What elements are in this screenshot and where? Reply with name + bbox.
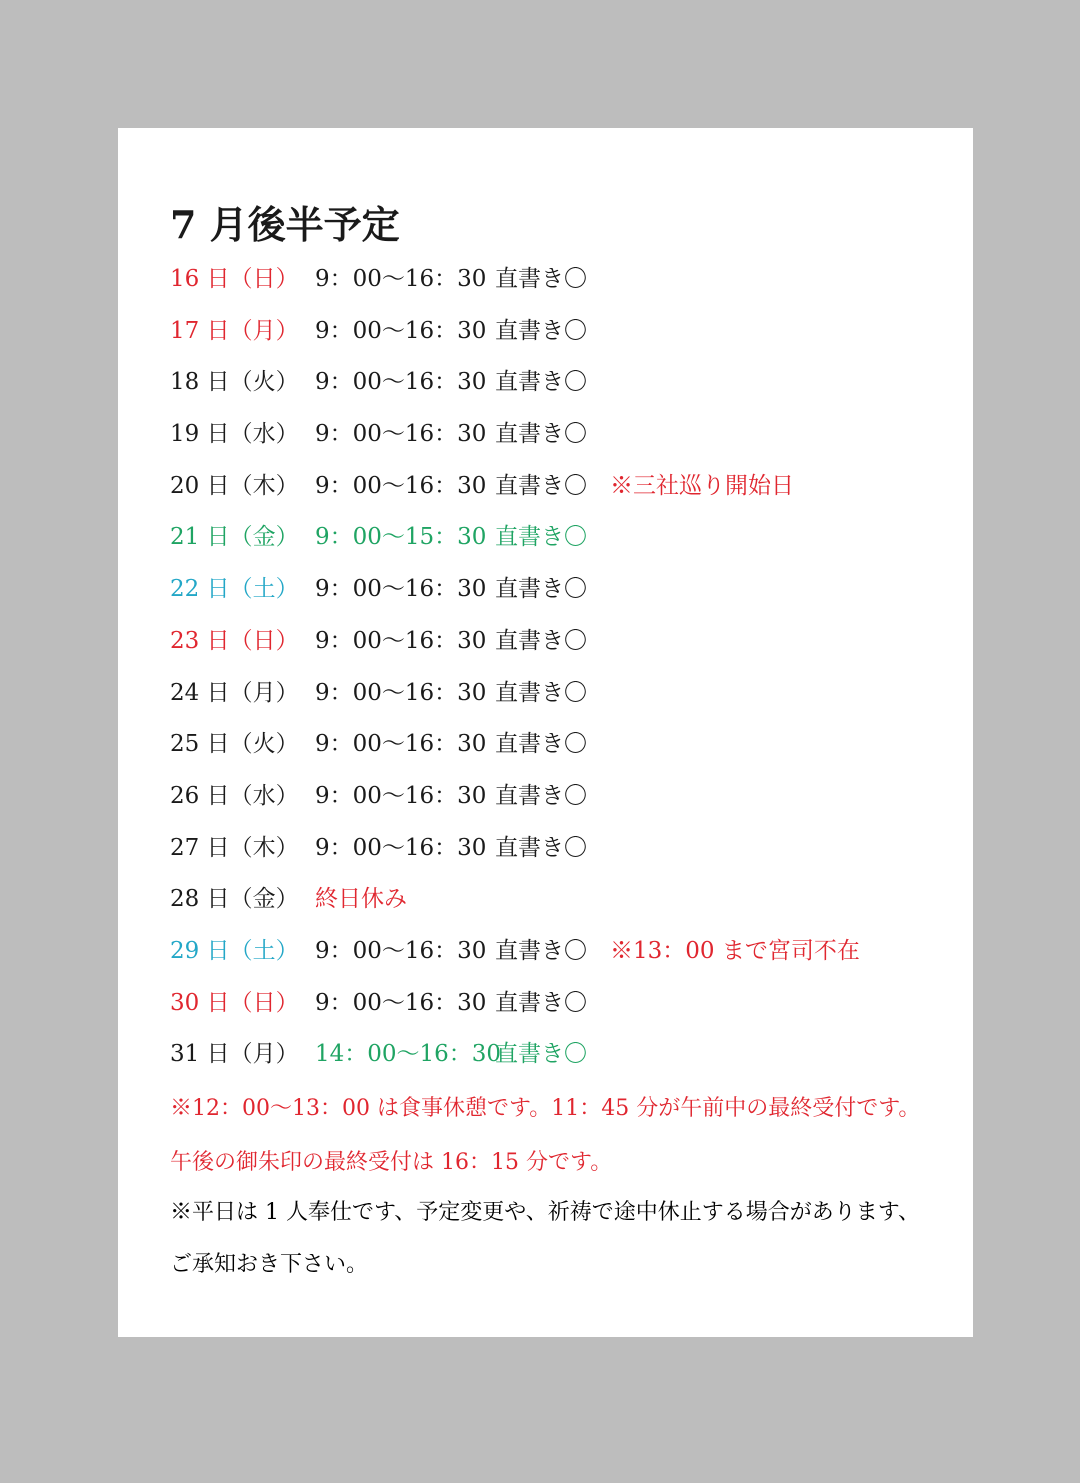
page-title: 7 月後半予定 [170,202,400,247]
schedule-hours: 9：00～16：30 [315,679,487,706]
schedule-status: 直書き〇 [495,1041,587,1068]
schedule-date: 30 日（日） [170,989,299,1016]
schedule-hours: 9：00～16：30 [315,266,487,292]
note-line: ※平日は 1 人奉仕です、予定変更や、祈祷で途中休止する場合があります、 [170,1200,921,1225]
schedule-hours: 9：00～16：30 [315,421,487,448]
schedule-date: 24 日（月） [170,679,299,706]
schedule-date: 16 日（日） [170,266,299,292]
note-line: 午後の御朱印の最終受付は 16：15 分です。 [170,1150,613,1175]
schedule-hours: 9：00～15：30 [315,524,487,551]
schedule-hours: 9：00～16：30 [315,369,487,396]
schedule-hours: 9：00～16：30 [315,731,487,758]
schedule-date: 17 日（月） [170,317,299,344]
schedule-note: ※13：00 まで宮司不在 [610,937,860,964]
schedule-status: 直書き〇 [495,369,587,396]
schedule-status: 直書き〇 [495,937,587,964]
schedule-hours: 9：00～16：30 [315,937,487,964]
document-page [118,128,973,1337]
schedule-date: 26 日（水） [170,782,299,809]
schedule-date: 18 日（火） [170,369,299,396]
schedule-hours: 9：00～16：30 [315,576,487,603]
schedule-status: 直書き〇 [495,472,587,499]
schedule-status: 直書き〇 [495,317,587,344]
schedule-status: 直書き〇 [495,989,587,1016]
schedule-hours: 9：00～16：30 [315,317,487,344]
schedule-status: 直書き〇 [495,266,587,292]
schedule-date: 31 日（月） [170,1041,299,1068]
schedule-hours: 9：00～16：30 [315,834,487,861]
schedule-date: 20 日（木） [170,472,299,499]
schedule-hours: 9：00～16：30 [315,472,487,499]
schedule-date: 19 日（水） [170,421,299,448]
note-line: ご承知おき下さい。 [170,1252,369,1277]
schedule-status: 直書き〇 [495,524,587,551]
schedule-date: 22 日（土） [170,576,299,603]
schedule-date: 21 日（金） [170,524,299,551]
schedule-status: 直書き〇 [495,627,587,654]
schedule-hours: 14：00～16：30 [315,1041,502,1068]
schedule-status: 直書き〇 [495,421,587,448]
schedule-date: 25 日（火） [170,731,299,758]
schedule-hours: 終日休み [315,886,407,913]
schedule-status: 直書き〇 [495,679,587,706]
schedule-status: 直書き〇 [495,731,587,758]
schedule-date: 27 日（木） [170,834,299,861]
schedule-hours: 9：00～16：30 [315,627,487,654]
schedule-status: 直書き〇 [495,576,587,603]
schedule-date: 29 日（土） [170,937,299,964]
schedule-date: 28 日（金） [170,886,299,913]
schedule-status: 直書き〇 [495,782,587,809]
note-line: ※12：00～13：00 は食事休憩です。11：45 分が午前中の最終受付です。 [170,1096,921,1121]
schedule-hours: 9：00～16：30 [315,782,487,809]
schedule-note: ※三社巡り開始日 [610,472,794,499]
schedule-status: 直書き〇 [495,834,587,861]
schedule-hours: 9：00～16：30 [315,989,487,1016]
schedule-date: 23 日（日） [170,627,299,654]
